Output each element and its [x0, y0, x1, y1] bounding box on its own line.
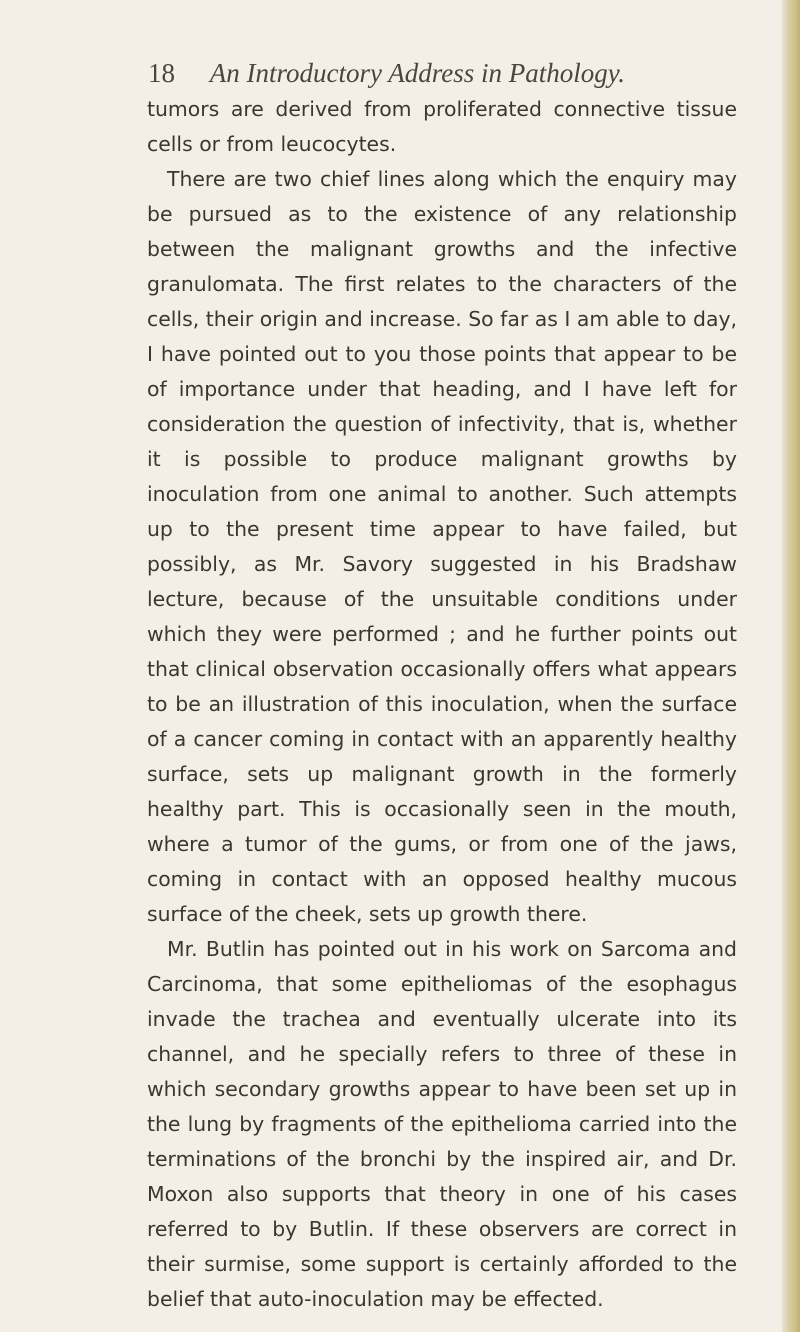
paragraph-2: There are two chief lines along which the enquiry may be pursued as to the existence of any relationship between the malignant growths and the infective granulomata. The first relates to the characters of the cells, their origin and increase. So far as I am able to day, I have pointed out to you those points that appear to be of importance under that heading, and I have left for consideration the question of infectivity, that is, whether it is possible to produce malignant growths by inoculation from one animal to another. Such attempts up to the present time appear to have failed, but possibly, as Mr. Savory suggested in his Bradshaw lecture, because of the unsuitable conditions under which they were performed ; and he further points out that clinical observation occasionally offers what appears to be an illustration of this inoculation, when the surface of a cancer coming in contact with an apparently healthy surface, sets up malignant growth in the formerly healthy part. This is occasionally seen in the mouth, where a tumor of the gums, or from one of the jaws, coming in contact with an opposed healthy mucous surface of the cheek, sets up growth there. [147, 167, 737, 926]
paragraph-3: Mr. Butlin has pointed out in his work on Sarcoma and Carcinoma, that some epitheliomas of the esophagus invade the trachea and eventually ulcerate into its channel, and he specially refers to three of these in which secondary growths appear to have been set up in the lung by fragments of the epithelioma carried into the terminations of the bronchi by the inspired air, and Dr. Moxon also supports that theory in one of his cases referred to by Butlin. If these observers are correct in their surmise, some support is certainly afforded to the belief that auto-inoculation may be effected. [147, 937, 737, 1311]
page-number: 18 [148, 58, 175, 88]
running-title: An Introductory Address in Pathology. [209, 58, 625, 88]
page-edge [782, 0, 800, 1332]
running-head [148, 58, 708, 89]
body-text [147, 92, 737, 1317]
paragraph-1: tumors are derived from proliferated connective tissue cells or from leucocytes. [147, 97, 737, 156]
